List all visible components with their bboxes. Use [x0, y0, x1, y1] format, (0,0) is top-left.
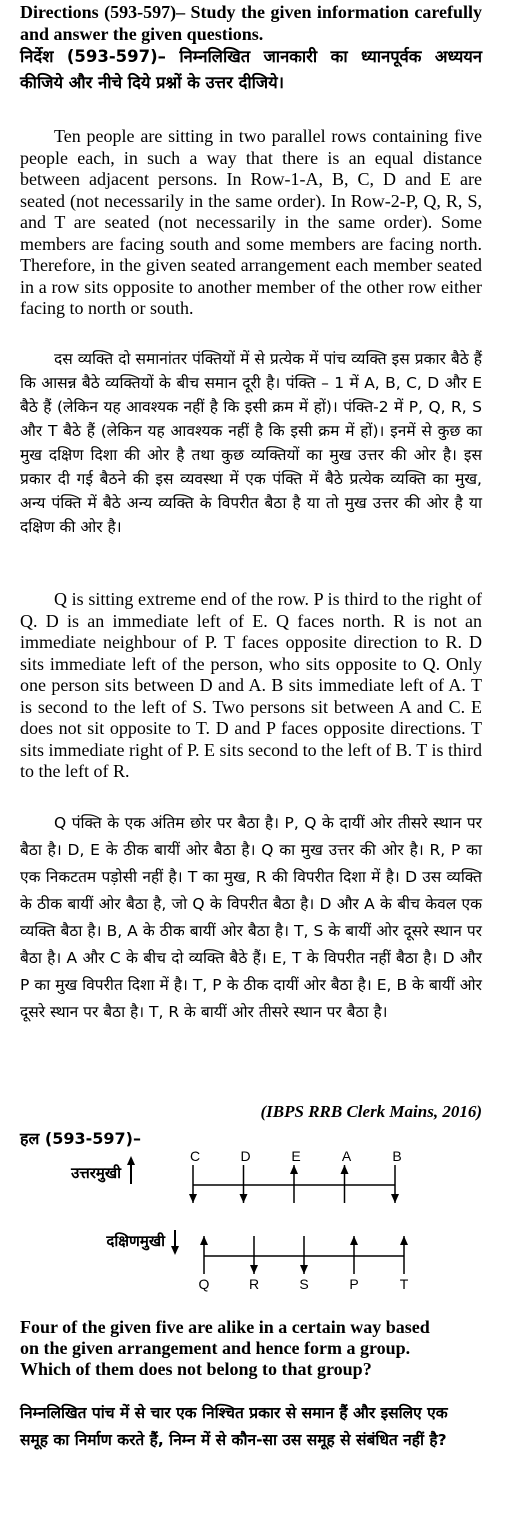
intro-hindi: दस व्यक्ति दो समानांतर पंक्तियों में से प्रत्येक में पांच व्यक्ति इस प्रकार बैठे हैं कि आसन्न बैठे व्यक्तियों के बीच समान दूरी है। पंक्ति – 1 में A, B, C, D और E बैठे हैं (लेकिन यह आवश्यक नहीं है कि इसी क्रम में हों)। पंक्ति-2 में P, Q, R, S और T बैठे हैं (लेकिन यह आवश्यक नहीं है कि इसी क्रम में हों)। इनमें से कुछ का मुख दक्षिण दिशा की ओर है तथा कुछ व्यक्तियों का मुख उत्तर की ओर है। इस प्रकार दी गई बैठने की इस व्यवस्था में एक पंक्ति में बैठे प्रत्येक व्यक्ति का मुख, अन्य पंक्ति में बैठे अन्य व्यक्ति के विपरीत बैठा है या तो मुख उत्तर की ओर है या दक्षिण की ओर है।	[20, 350, 482, 536]
row1-person-label: E	[291, 1150, 301, 1164]
intro-english: Ten people are sitting in two parallel rows containing five people each, in such a way that there is an equal distance between adjacent persons. In Row-1-A, B, C, D and E are seated (not necessarily in the same order). In Row-2-P, Q, R, S, and T are seated (not necessarily in the same order). Some members are facing south and some members are facing north. Therefore, in the given seated arrangement each member seated in a row sits opposite to another member of the other row either facing to north or south.	[20, 126, 482, 318]
row2-person-label: S	[299, 1276, 309, 1292]
row2-arrow-up-icon	[400, 1236, 408, 1245]
row1-arrow-down-icon	[189, 1194, 197, 1203]
row1-arrow-down-icon	[240, 1194, 248, 1203]
row2-person-label: R	[248, 1276, 260, 1292]
row2-person-label: T	[399, 1276, 409, 1292]
north-arrow-icon	[127, 1156, 135, 1165]
row1-arrow-down-icon	[391, 1194, 399, 1203]
row1-arrow-up-icon	[341, 1165, 349, 1174]
row2-arrow-down-icon	[250, 1265, 258, 1274]
row1-person-label: C	[189, 1150, 201, 1164]
south-arrow-icon	[171, 1246, 179, 1255]
question-english: Four of the given five are alike in a certain way based on the given arrangement and hence form a group. Which of them does not belong to that group?	[20, 1317, 430, 1379]
row1-person-label: B	[392, 1150, 402, 1164]
row2-person-label: P	[349, 1276, 359, 1292]
row2-label: दक्षिणमुखी	[106, 1232, 165, 1250]
row2-arrow-down-icon	[300, 1265, 308, 1274]
directions-hindi: निर्देश (593-597)– निम्नलिखित जानकारी का ध्यानपूर्वक अध्ययन कीजिये और नीचे दिये प्रश्नों के उत्तर दीजिये।	[20, 47, 482, 92]
question-hindi: निम्नलिखित पांच में से चार एक निश्चित प्रकार से समान हैं और इसलिए एक समूह का निर्माण करते हैं, निम्न में से कौन-सा उस समूह से संबंधित नहीं है?	[20, 1404, 448, 1449]
solution-heading: हल (593-597)–	[20, 1129, 141, 1148]
row1-person-label: A	[341, 1150, 352, 1164]
directions-english: Directions (593-597)– Study the given information carefully and answer the given questions.	[20, 2, 482, 44]
row1-arrow-up-icon	[290, 1165, 298, 1174]
conditions-hindi: Q पंक्ति के एक अंतिम छोर पर बैठा है। P, Q के दायीं ओर तीसरे स्थान पर बैठा है। D, E के ठीक बायीं ओर बैठा है। Q का मुख उत्तर की ओर है। R, P का एक निकटतम पड़ोसी नहीं है। T का मुख, R की विपरीत दिशा में है। D उस व्यक्ति के ठीक बायीं ओर बैठा है, जो Q के विपरीत बैठा है। D और A के बीच केवल एक व्यक्ति बैठा है। B, A के ठीक बायीं ओर बैठा है। T, S के बायीं ओर दूसरे स्थान पर बैठा है। A और C के बीच दो व्यक्ति बैठे हैं। E, T के विपरीत नहीं बैठा है। D और P का मुख विपरीत दिशा में है। T, P के ठीक दायीं ओर बैठा है। E, B के बायीं ओर दूसरे स्थान पर बैठा है। T, R के बायीं ओर तीसरे स्थान पर बैठा है।	[20, 814, 482, 1021]
row2-person-label: Q	[198, 1276, 210, 1292]
row1-label: उत्तरमुखी	[71, 1164, 121, 1182]
source-citation: (IBPS RRB Clerk Mains, 2016)	[260, 1102, 482, 1121]
row1-person-label: D	[240, 1150, 251, 1164]
row2-arrow-up-icon	[200, 1236, 208, 1245]
seating-diagram	[0, 1150, 523, 1300]
conditions-english: Q is sitting extreme end of the row. P is third to the right of Q. D is an immediate left of E. Q faces north. R is not an immediate neighbour of P. T faces opposite direction to R. D sits immediate left of the person, who sits opposite to Q. Only one person sits between D and A. B sits immediate left of A. T is second to the left of S. Two persons sit between A and C. E does not sit opposite to T. D and P faces opposite directions. T sits immediate right of P. E sits second to the left of B. T is third to the left of R.	[20, 589, 482, 781]
row2-arrow-up-icon	[350, 1236, 358, 1245]
